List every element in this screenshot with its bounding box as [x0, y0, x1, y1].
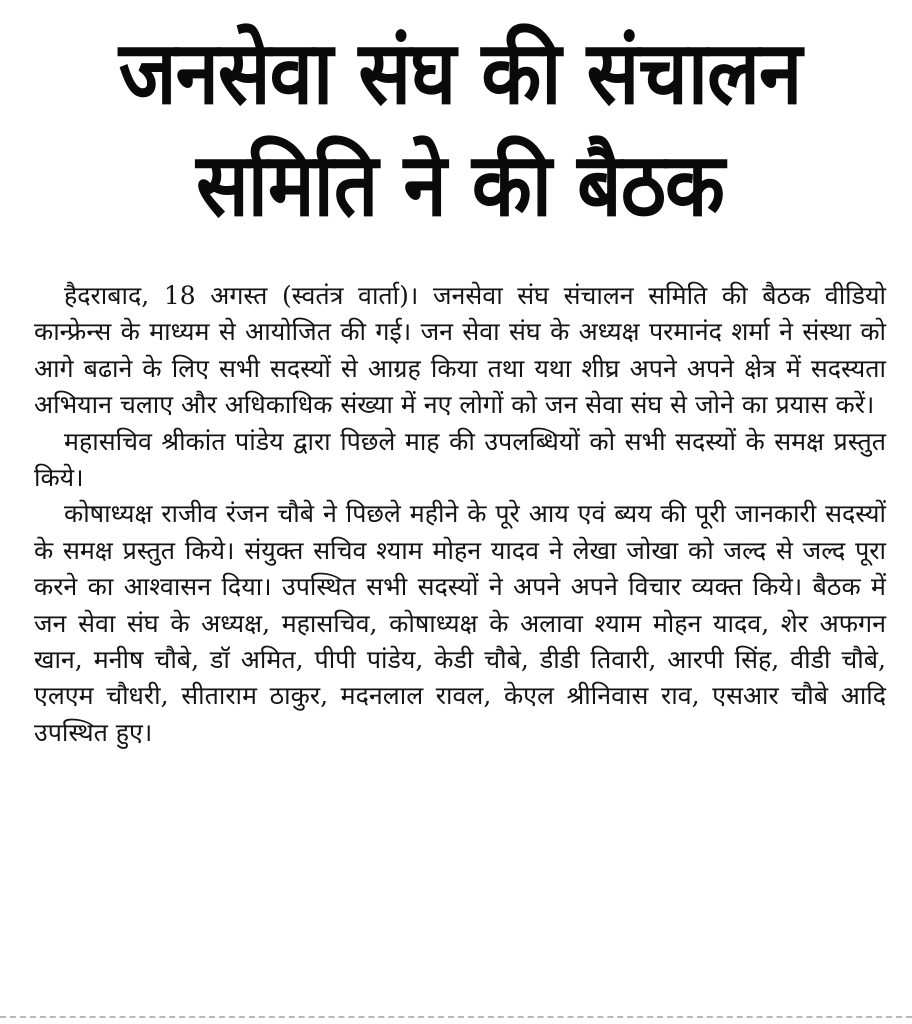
- headline: [34, 18, 886, 242]
- paragraph-intro: हैदराबाद, 18 अगस्त (स्वतंत्र वार्ता)। जनसेवा संघ संचालन समिति की बैठक वीडियो कान्फ्रेन्स के माध्यम से आयोजित की गई। जन सेवा संघ के अध्यक्ष परमानंद शर्मा ने संस्था को आगे बढाने के लिए सभी सदस्यों से आग्रह किया तथा यथा शीघ्र अपने अपने क्षेत्र में सदस्यता अभियान चलाए और अधिकाधिक संख्या में नए लोगों को जन सेवा संघ से जोने का प्रयास करें।: [34, 281, 886, 420]
- headline-line-2: समिति ने की बैठक: [196, 135, 724, 237]
- article-body: [34, 278, 886, 751]
- paragraph-secretary: महासचिव श्रीकांत पांडेय द्वारा पिछले माह की उपलब्धियों को सभी सदस्यों के समक्ष प्रस्तुत किये।: [34, 426, 886, 493]
- clipping-edge-divider: [0, 1016, 912, 1018]
- paragraph-treasurer: कोषाध्यक्ष राजीव रंजन चौबे ने पिछले महीने के पूरे आय एवं ब्यय की पूरी जानकारी सदस्यों के समक्ष प्रस्तुत किये। संयुक्त सचिव श्याम मोहन यादव ने लेखा जोखा को जल्द से जल्द पूरा करने का आश्वासन दिया। उपस्थित सभी सदस्यों ने अपने अपने विचार व्यक्त किये। बैठक में जन सेवा संघ के अध्यक्ष, महासचिव, कोषाध्यक्ष के अलावा श्याम मोहन यादव, शेर अफगन खान, मनीष चौबे, डॉ अमित, पीपी पांडेय, केडी चौबे, डीडी तिवारी, आरपी सिंह, वीडी चौबे, एलएम चौधरी, सीताराम ठाकुर, मदनलाल रावल, केएल श्रीनिवास राव, एसआर चौबे आदि उपस्थित हुए।: [34, 499, 886, 747]
- headline-line-1: जनसेवा संघ की संचालन: [118, 23, 802, 125]
